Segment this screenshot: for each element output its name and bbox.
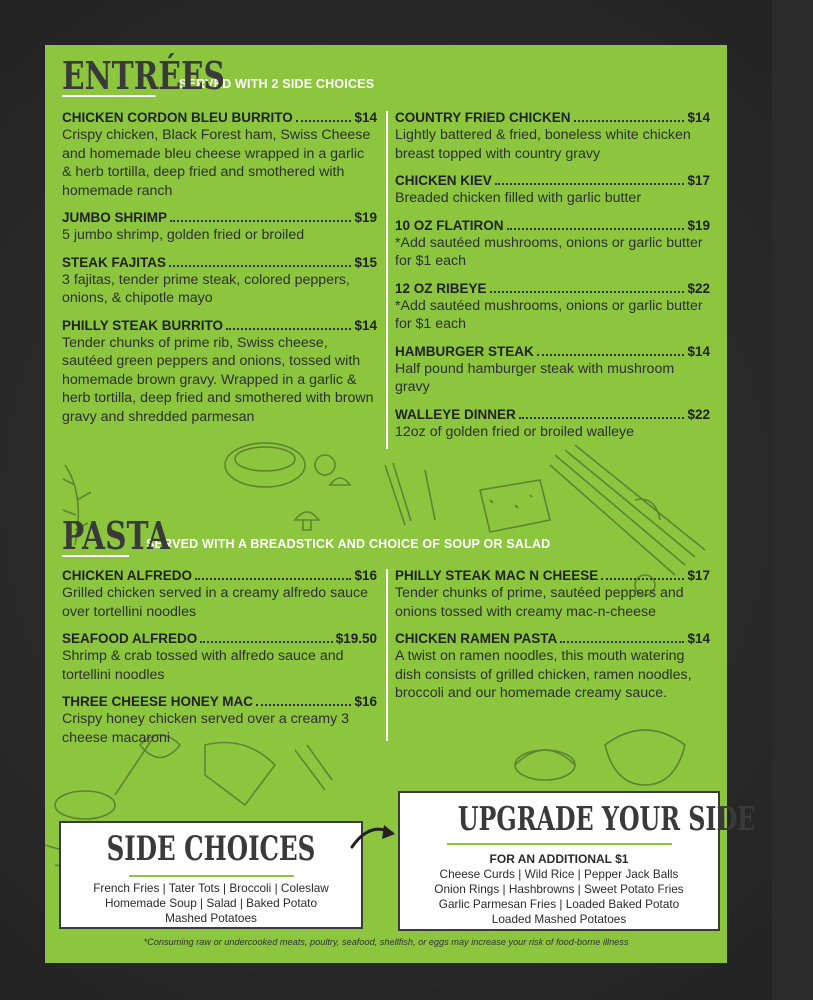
leader-dots [601,578,684,580]
item-price: $14 [354,110,377,125]
item-name: THREE CHEESE HONEY MAC [62,694,254,709]
menu-item [395,630,710,703]
menu-item [62,109,377,200]
menu-item [395,172,710,208]
entrees-column-divider [386,111,388,449]
pasta-title: PASTA [62,513,170,558]
item-description: *Add sautéed mushrooms, onions or garlic butter for $1 each [395,297,703,332]
upgrade-subtitle: FOR AN ADDITIONAL $1 [489,852,629,866]
leader-dots [170,220,351,222]
menu-item [62,693,377,747]
item-price: $14 [687,631,710,646]
entrees-title: ENTRÉES [62,53,225,98]
leader-dots [574,120,685,122]
side-choices-box [59,821,363,929]
item-price: $22 [687,280,710,296]
pasta-column-divider [386,569,388,741]
item-description: 5 jumbo shrimp, golden fried or broiled [62,227,305,243]
pasta-right-column [395,567,710,712]
menu-item [62,630,377,684]
side-choices-line: Homemade Soup | Salad | Baked Potato [104,896,318,910]
item-name: JUMBO SHRIMP [62,210,168,225]
item-price: $14 [687,343,710,359]
pasta-subtitle: SERVED WITH A BREADSTICK AND CHOICE OF SOUP OR SALAD [146,537,551,551]
item-name: CHICKEN ALFREDO [62,568,192,583]
item-name: PHILLY STEAK MAC N CHEESE [395,568,599,583]
leader-dots [507,228,685,230]
menu-item [62,567,377,621]
menu-item [395,343,710,397]
menu-item [395,280,710,334]
upgrade-line: Garlic Parmesan Fries | Loaded Baked Potato [438,897,680,911]
item-name: STEAK FAJITAS [62,254,167,270]
title-underline [447,843,672,845]
menu-item [62,209,377,245]
side-choices-title: SIDE CHOICES [106,829,316,869]
food-safety-disclaimer: *Consuming raw or undercooked meats, poultry, seafood, shellfish, or eggs may increase your risk of food-borne illness [143,937,629,947]
side-choices-line: Mashed Potatoes [165,911,257,925]
item-name: 12 OZ RIBEYE [395,280,487,296]
leader-dots [490,291,685,293]
menu-item [395,567,710,621]
item-price: $22 [687,406,710,422]
item-price: $19 [687,217,710,233]
upgrade-side-box [398,791,756,931]
item-name: 10 OZ FLATIRON [395,217,504,233]
item-description: Grilled chicken served in a creamy alfredo sauce over tortellini noodles [62,585,368,620]
leader-dots [519,417,685,419]
upgrade-line: Onion Rings | Hashbrowns | Sweet Potato Fries [434,882,684,896]
item-price: $16 [354,568,377,583]
item-name: CHICKEN KIEV [395,173,492,188]
menu-item [395,217,710,271]
item-price: $14 [354,317,377,333]
item-description: Shrimp & crab tossed with alfredo sauce and tortellini noodles [62,648,344,683]
item-description: *Add sautéed mushrooms, onions or garlic butter for $1 each [395,234,703,269]
leader-dots [226,328,351,330]
leader-dots [537,354,685,356]
item-name: SEAFOOD ALFREDO [62,631,198,646]
leader-dots [195,578,351,580]
item-description: 3 fajitas, tender prime steak, colored peppers, onions, & chipotle mayo [62,271,350,306]
item-description: 12oz of golden fried or broiled walleye [395,423,634,440]
upgrade-line: Cheese Curds | Wild Rice | Pepper Jack Balls [439,867,679,881]
menu-item [62,254,377,308]
item-name: HAMBURGER STEAK [395,343,534,359]
menu-item [395,109,710,163]
item-name: CHICKEN RAMEN PASTA [395,631,558,646]
leader-dots [200,641,332,643]
side-choices-line: French Fries | Tater Tots | Broccoli | Coleslaw [93,881,329,895]
leader-dots [169,265,351,267]
upgrade-line: Loaded Mashed Potatoes [491,912,627,926]
item-price: $19.50 [335,631,377,646]
item-price: $17 [687,173,710,188]
pasta-left-column [62,567,377,756]
item-price: $19 [354,210,377,225]
item-name: CHICKEN CORDON BLEU BURRITO [62,110,293,125]
item-description: A twist on ramen noodles, this mouth watering dish consists of grilled chicken, ramen noodles, broccoli and our homemade creamy sauce. [395,648,692,701]
item-description: Crispy chicken, Black Forest ham, Swiss Cheese and homemade bleu cheese wrapped in a garlic & herb tortilla, deep fried and smothered with homemade ranch [62,127,371,199]
item-price: $15 [354,254,377,270]
item-price: $17 [687,568,710,583]
entrees-right-column [395,109,710,450]
leader-dots [495,183,685,185]
item-description: Breaded chicken filled with garlic butter [395,190,642,206]
item-description: Tender chunks of prime, sautéed peppers and onions tossed with creamy mac-n-cheese [395,585,684,620]
item-price: $14 [687,110,710,125]
item-description: Half pound hamburger steak with mushroom gravy [395,360,675,395]
leader-dots [560,641,684,643]
leader-dots [256,704,351,706]
item-name: COUNTRY FRIED CHICKEN [395,110,571,125]
item-name: PHILLY STEAK BURRITO [62,317,224,333]
title-underline [129,875,294,877]
arrow-icon [348,815,400,855]
leader-dots [296,120,352,122]
entrees-header [62,53,375,98]
item-description: Tender chunks of prime rib, Swiss cheese, sautéed green peppers and onions, tossed with homemade brown gravy. Wrapped in a garlic & herb tortilla, deep fried and smothered with brown gravy and shredded parmesan [62,334,374,425]
item-price: $16 [354,694,377,709]
entrees-subtitle: SERVED WITH 2 SIDE CHOICES [179,77,375,91]
pasta-header [62,513,551,558]
item-name: WALLEYE DINNER [395,406,516,422]
menu-item [395,406,710,442]
menu-sheet [45,45,756,963]
item-description: Lightly battered & fried, boneless white chicken breast topped with country gravy [395,127,691,162]
menu-item [62,317,377,427]
entrees-left-column [62,109,377,435]
upgrade-title: UPGRADE YOUR SIDE [457,799,756,838]
item-description: Crispy honey chicken served over a creamy 3 cheese macaroni [62,711,350,746]
